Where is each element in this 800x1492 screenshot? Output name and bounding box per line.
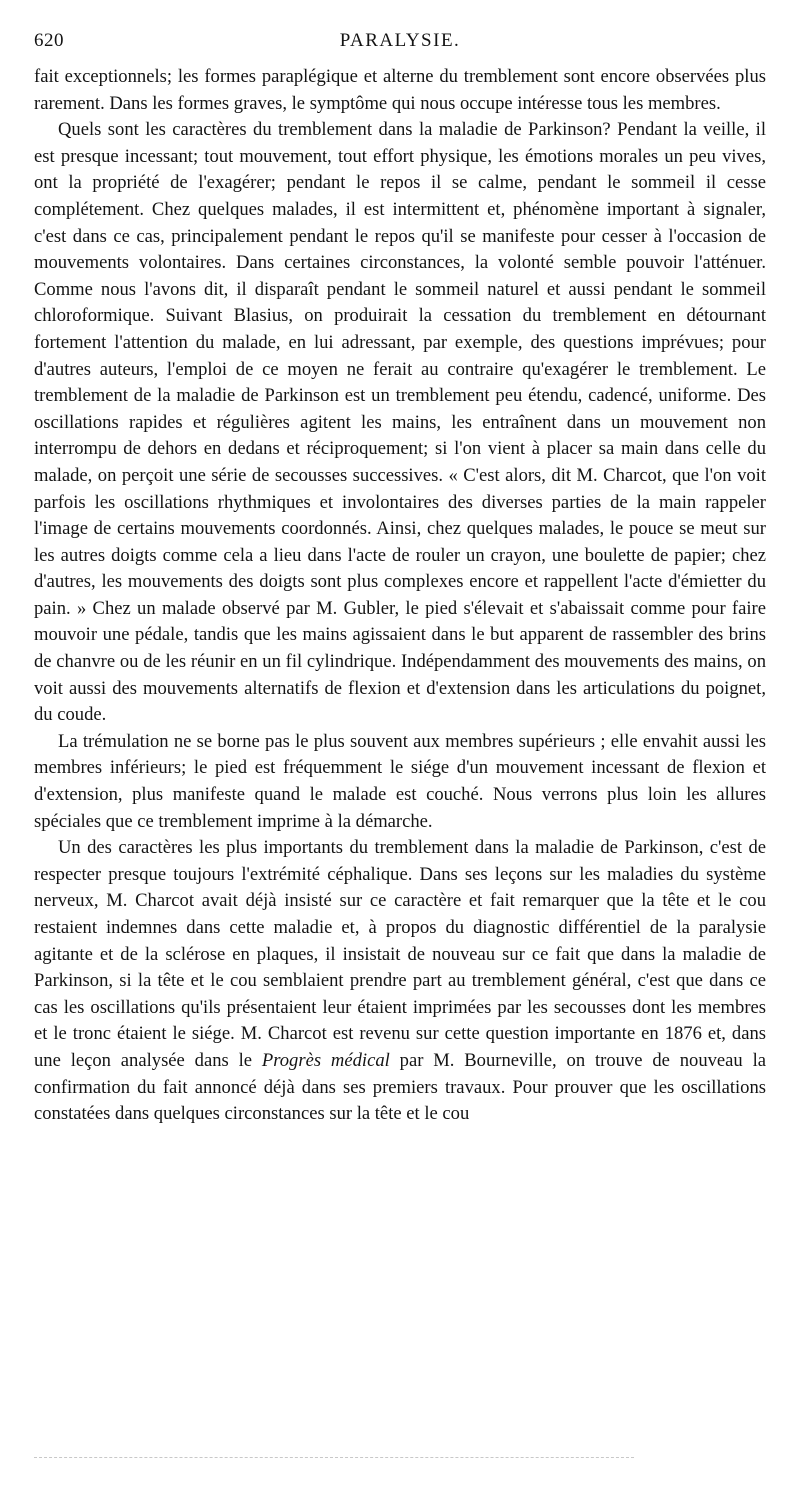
paragraph-continued: fait exceptionnels; les formes paraplégique et alterne du tremblement sont encore observées plus rarement. Dans les formes graves, le symptôme qui nous occupe intéresse tous les membres.	[34, 66, 766, 114]
paragraph-lower-limbs: La trémulation ne se borne pas le plus souvent aux membres supérieurs ; elle envahit aussi les membres inférieurs; le pied est fréquemment le siége d'un mouvement incessant de flexion et d'extension, plus manifeste quand le malade est couché. Nous verrons plus loin les allures spéciales que ce tremblement imprime à la démarche.	[34, 730, 766, 832]
paragraph-cephalic-extremity	[34, 835, 766, 1128]
paragraph-text-before: Un des caractères les plus importants du tremblement dans la maladie de Parkinson, c'est de respecter presque toujours l'extrémité céphalique. Dans ses leçons sur les maladies du système nerveux, M. Charcot avait déjà insisté sur ce caractère et fait remarquer que la tête et le cou restaient indemnes dans cette maladie et, à propos du diagnostic différentiel de la paralysie agitante et de la sclérose en plaques, il insistait de nouveau sur ce fait que dans la maladie de Parkinson, si la tête et le cou semblaient prendre part au tremblement général, c'est que dans ce cas les oscillations qu'ils présentaient leur étaient imprimées par les secousses dont les membres et le tronc étaient le siége. M. Charcot est revenu sur cette question importante en 1876 et, dans une leçon analysée dans le	[34, 837, 766, 1071]
paragraph-tremor-characteristics: Quels sont les caractères du tremblement dans la maladie de Parkinson? Pendant la veille, il est presque incessant; tout mouvement, tout effort physique, les émotions morales un peu vives, ont la propriété de l'exagérer; pendant le repos il se calme, pendant le sommeil il cesse complétement. Chez quelques malades, il est intermittent et, phénomène important à signaler, c'est dans ce cas, principalement pendant le repos qu'il se manifeste pour cesser à l'occasion de mouvements volontaires. Dans certaines circonstances, la volonté semble pouvoir l'atténuer. Comme nous l'avons dit, il disparaît pendant le sommeil naturel et aussi pendant le sommeil chloroformique. Suivant Blasius, on produirait la cessation du tremblement en détournant fortement l'attention du malade, en lui adressant, par exemple, des questions imprévues; pour d'autres auteurs, l'emploi de ce moyen ne ferait au contraire qu'exagérer le tremblement. Le tremblement de la maladie de Parkinson est un tremblement peu étendu, cadencé, uniforme. Des oscillations rapides et régulières agitent les mains, les entraînent dans un mouvement non interrompu de dehors en dedans et réciproquement; si l'on vient à placer sa main dans celle du malade, on perçoit une série de secousses successives. « C'est alors, dit M. Charcot, que l'on voit parfois les oscillations rhythmiques et involontaires des diverses parties de la main rappeler l'image de certains mouvements coordonnés. Ainsi, chez quelques malades, le pouce se meut sur les autres doigts comme cela a lieu dans l'acte de rouler un crayon, une boulette de papier; chez d'autres, les mouvements des doigts sont plus complexes encore et rappellent l'acte d'émietter du pain. » Chez un malade observé par M. Gubler, le pied s'élevait et s'abaissait comme pour faire mouvoir une pédale, tandis que les mains agissaient dans le but apparent de rassembler des brins de chanvre ou de les réunir en un fil cylindrique. Indépendamment des mouvements des mains, on voit aussi des mouvements alternatifs de flexion et d'extension dans les articulations du poignet, du coude.	[34, 119, 766, 726]
page-number: 620	[34, 30, 64, 51]
journal-title: Progrès médical	[261, 1049, 390, 1071]
running-title: PARALYSIE.	[339, 30, 461, 51]
running-head	[34, 30, 766, 58]
paragraph-text-after: par M. Bourneville, on trouve de nouveau la confirmation du fait annoncé déjà dans ses premiers travaux. Pour prouver que les oscillations constatées dans quelques circonstances sur la tête et le cou	[34, 1049, 766, 1125]
bottom-print-artifact	[34, 1457, 634, 1458]
body-text	[34, 64, 766, 1128]
